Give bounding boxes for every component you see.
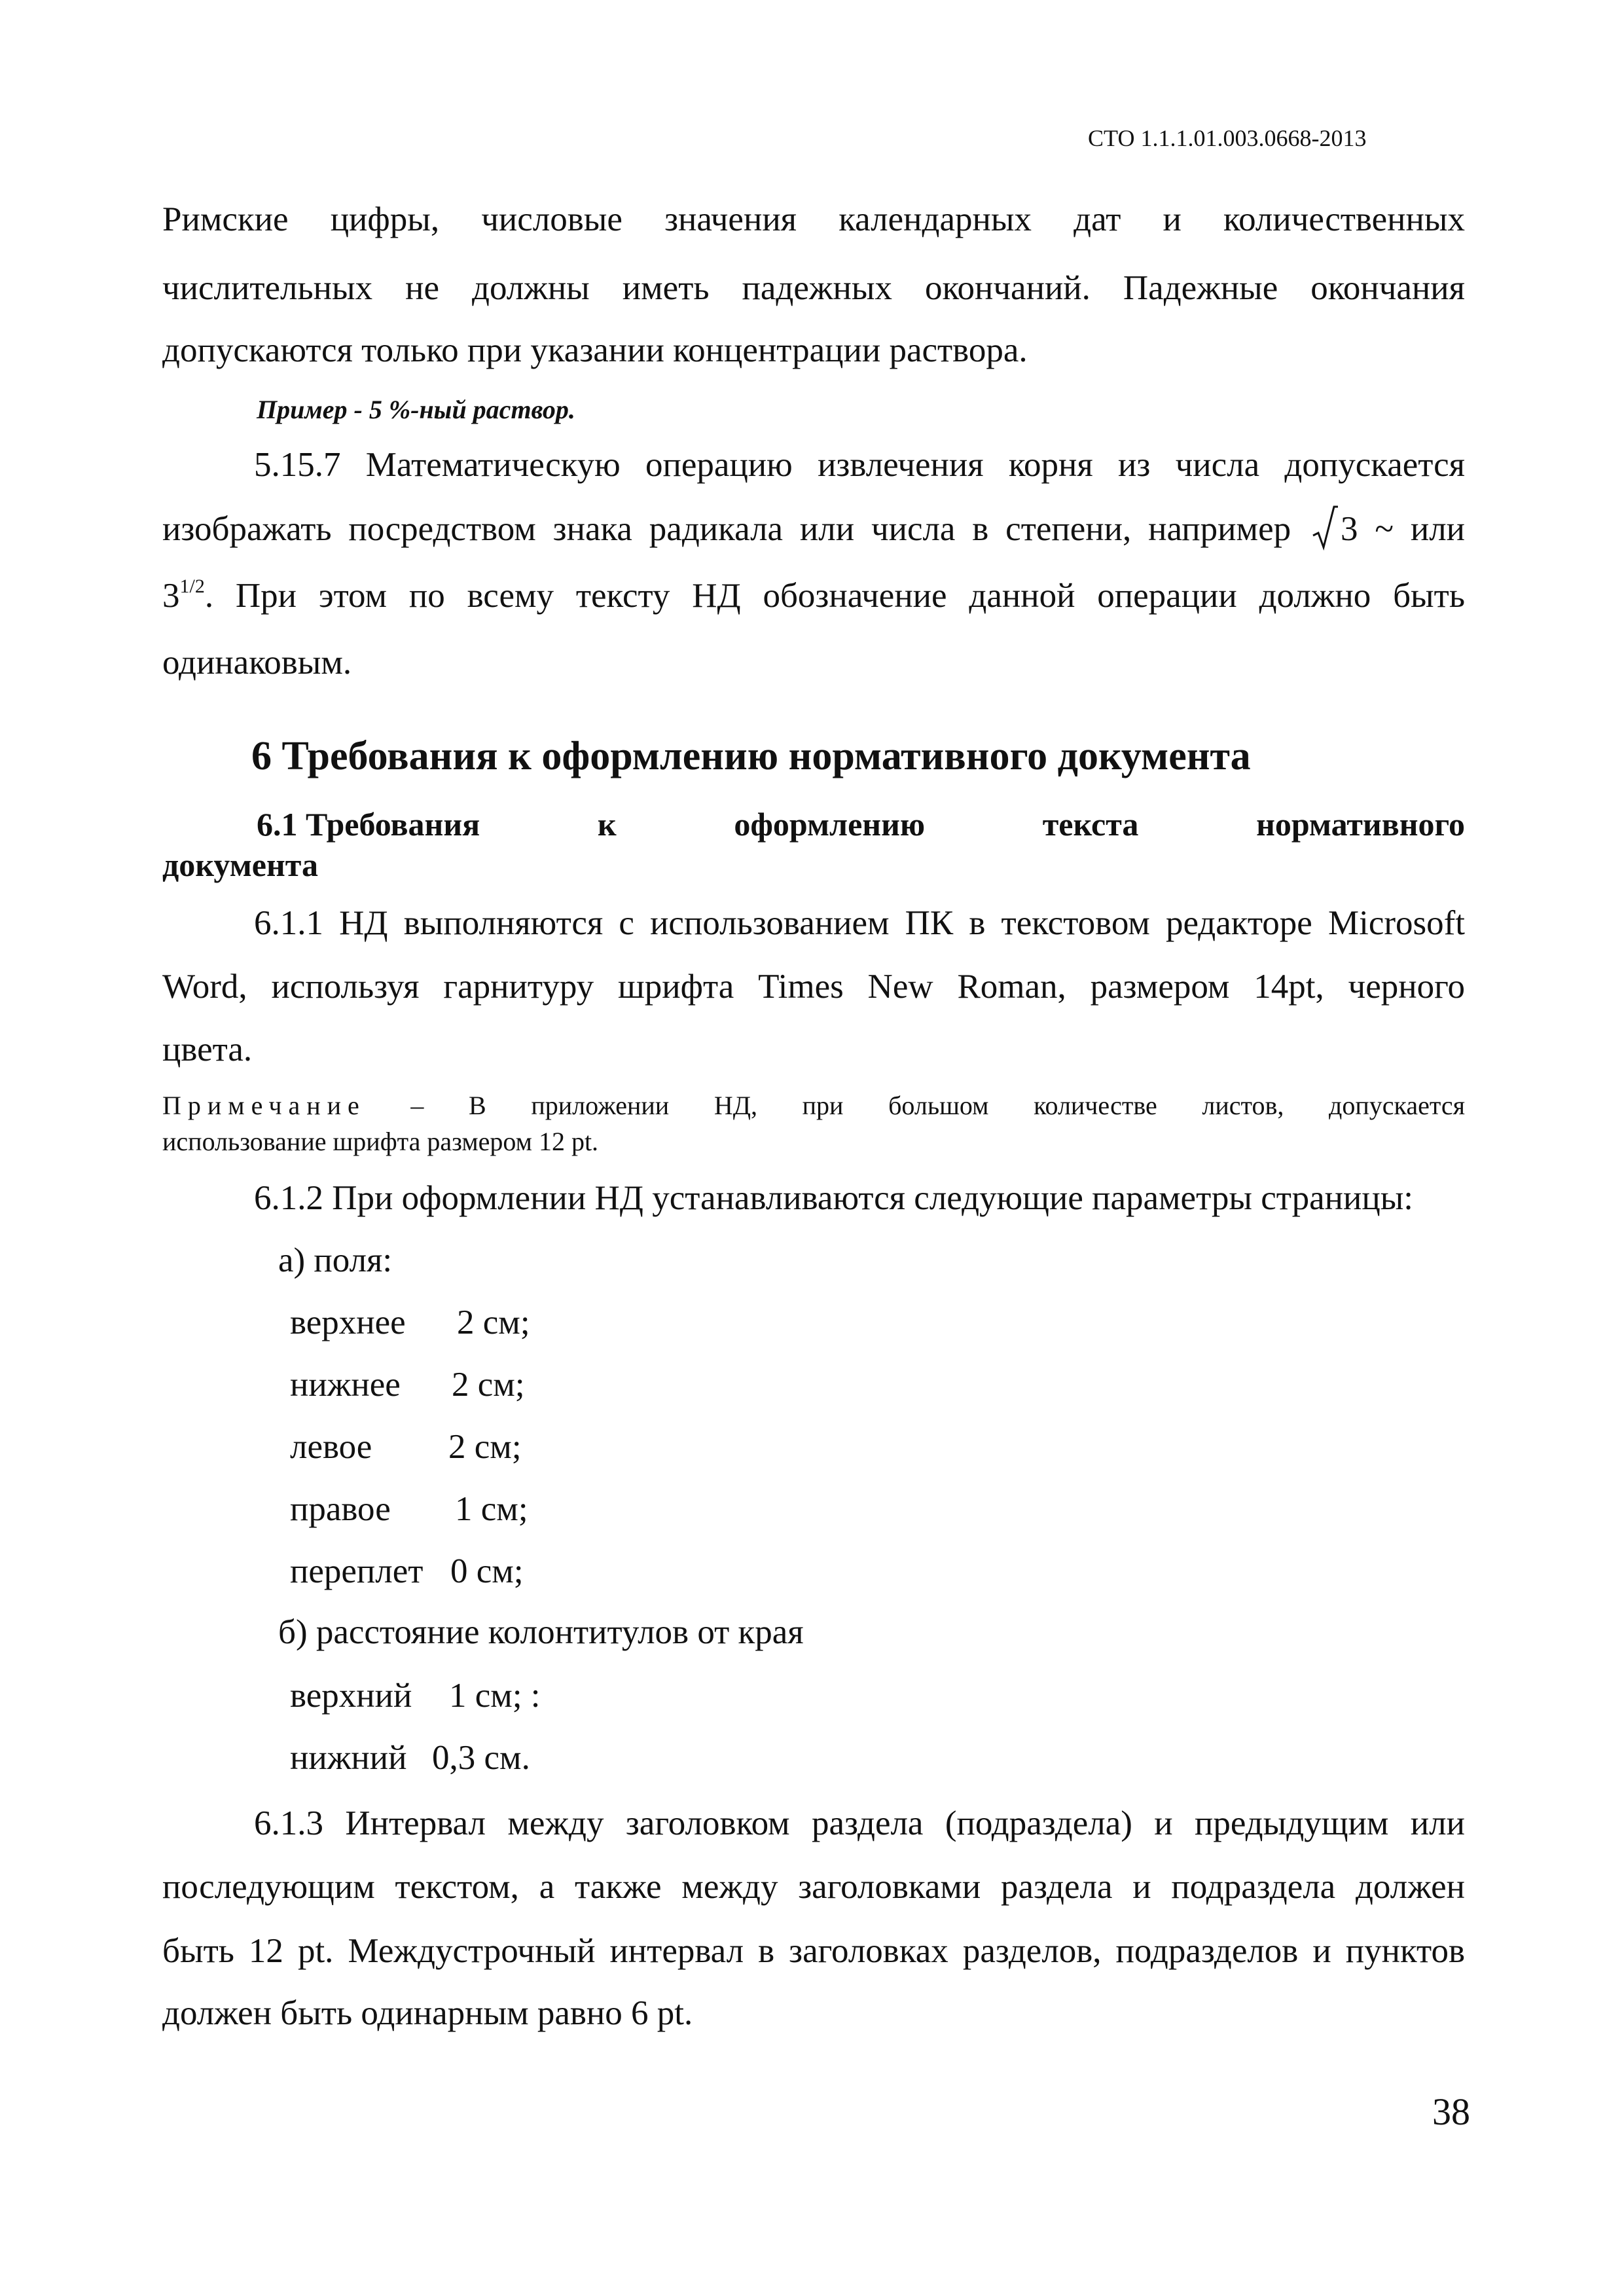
note-line-2: использование шрифта размером 12 pt. xyxy=(162,1127,599,1156)
section-61-word-3: оформлению xyxy=(734,806,926,843)
margin-bottom-name: нижнее xyxy=(290,1366,401,1404)
para-roman-line-3: допускаются только при указании концентрации раствора. xyxy=(162,331,1028,369)
note-line-1-text: – В приложении НД, при большом количестве листов, допускается xyxy=(365,1091,1465,1120)
section-61-word-4: текста xyxy=(1042,806,1139,843)
para-612-line-1: 6.1.2 При оформлении НД устанавливаются следующие параметры страницы: xyxy=(254,1179,1414,1217)
margin-gutter-name: переплет xyxy=(290,1552,424,1590)
para-5157-line-4: одинаковым. xyxy=(162,644,352,682)
para-613-line-4: должен быть одинарным равно 6 pt. xyxy=(162,1994,693,2032)
para-5157-line-2 xyxy=(162,509,1465,549)
section-61-word-2: к xyxy=(597,806,617,843)
square-root-expression xyxy=(1312,509,1358,549)
para-613-line-1: 6.1.3 Интервал между заголовком раздела (подраздела) и предыдущим или xyxy=(254,1804,1465,1842)
margin-left-name: левое xyxy=(290,1428,372,1466)
margin-right-value: 1 см; xyxy=(455,1490,528,1528)
margin-left-value: 2 см; xyxy=(448,1428,522,1466)
para-613-line-2: последующим текстом, а также между заголовками раздела и подраздела должен xyxy=(162,1868,1465,1906)
section-61-word-1: 6.1 Требования xyxy=(257,806,480,843)
para-roman-line-2: числительных не должны иметь падежных окончаний. Падежные окончания xyxy=(162,269,1465,307)
margin-bottom-value: 2 см; xyxy=(452,1366,525,1404)
para-roman-line-1: Римские цифры, числовые значения календарных дат и количественных xyxy=(162,200,1465,238)
margin-top-value: 2 см; xyxy=(457,1303,530,1341)
margin-gutter-value: 0 см; xyxy=(450,1552,524,1590)
para-611-line-3: цвета. xyxy=(162,1030,253,1068)
para-5157-line-2-tail: ~ или xyxy=(1375,510,1466,548)
section-61-word-5: нормативного xyxy=(1256,806,1465,843)
margin-right-name: правое xyxy=(290,1490,391,1528)
power-exponent: 1/2 xyxy=(179,575,205,597)
note-label: Примечание xyxy=(162,1091,366,1120)
para-5157-line-1: 5.15.7 Математическую операцию извлечения корня из числа допускается xyxy=(254,446,1465,484)
margin-top-name: верхнее xyxy=(290,1303,406,1341)
radical-sign-icon xyxy=(1312,504,1338,551)
section-6-heading: 6 Требования к оформлению нормативного документа xyxy=(251,734,1251,778)
para-611-line-1: 6.1.1 НД выполняются с использованием ПК в текстовом редакторе Microsoft xyxy=(254,904,1465,942)
para-611-line-2: Word, используя гарнитуру шрифта Times New Roman, размером 14pt, черного xyxy=(162,968,1465,1006)
header-bottom-name: нижний xyxy=(290,1739,407,1777)
header-top-value: 1 см; : xyxy=(449,1677,541,1715)
note-line-1 xyxy=(162,1090,1465,1121)
para-5157-line-3-text: . При этом по всему тексту НД обозначение данной операции должно быть xyxy=(204,577,1465,615)
section-61-heading-line-2: документа xyxy=(162,847,318,883)
root-radicand: 3 xyxy=(1340,510,1358,548)
power-base: 3 xyxy=(162,577,180,615)
section-61-heading-line-1 xyxy=(257,805,1465,843)
header-distance-label: б) расстояние колонтитулов от края xyxy=(278,1613,804,1651)
para-5157-line-3 xyxy=(162,576,1465,615)
document-code-header: СТО 1.1.1.01.003.0668-2013 xyxy=(1088,125,1367,151)
para-5157-line-2-text: изображать посредством знака радикала или числа в степени, например xyxy=(162,510,1291,548)
header-top-name: верхний xyxy=(290,1677,412,1715)
header-bottom-value: 0,3 см. xyxy=(432,1739,530,1777)
margins-label: а) поля: xyxy=(278,1241,393,1279)
example-text: Пример - 5 %-ный раствор. xyxy=(257,395,575,424)
page-number: 38 xyxy=(1432,2090,1470,2133)
para-613-line-3: быть 12 pt. Междустрочный интервал в заголовках разделов, подразделов и пунктов xyxy=(162,1932,1465,1970)
